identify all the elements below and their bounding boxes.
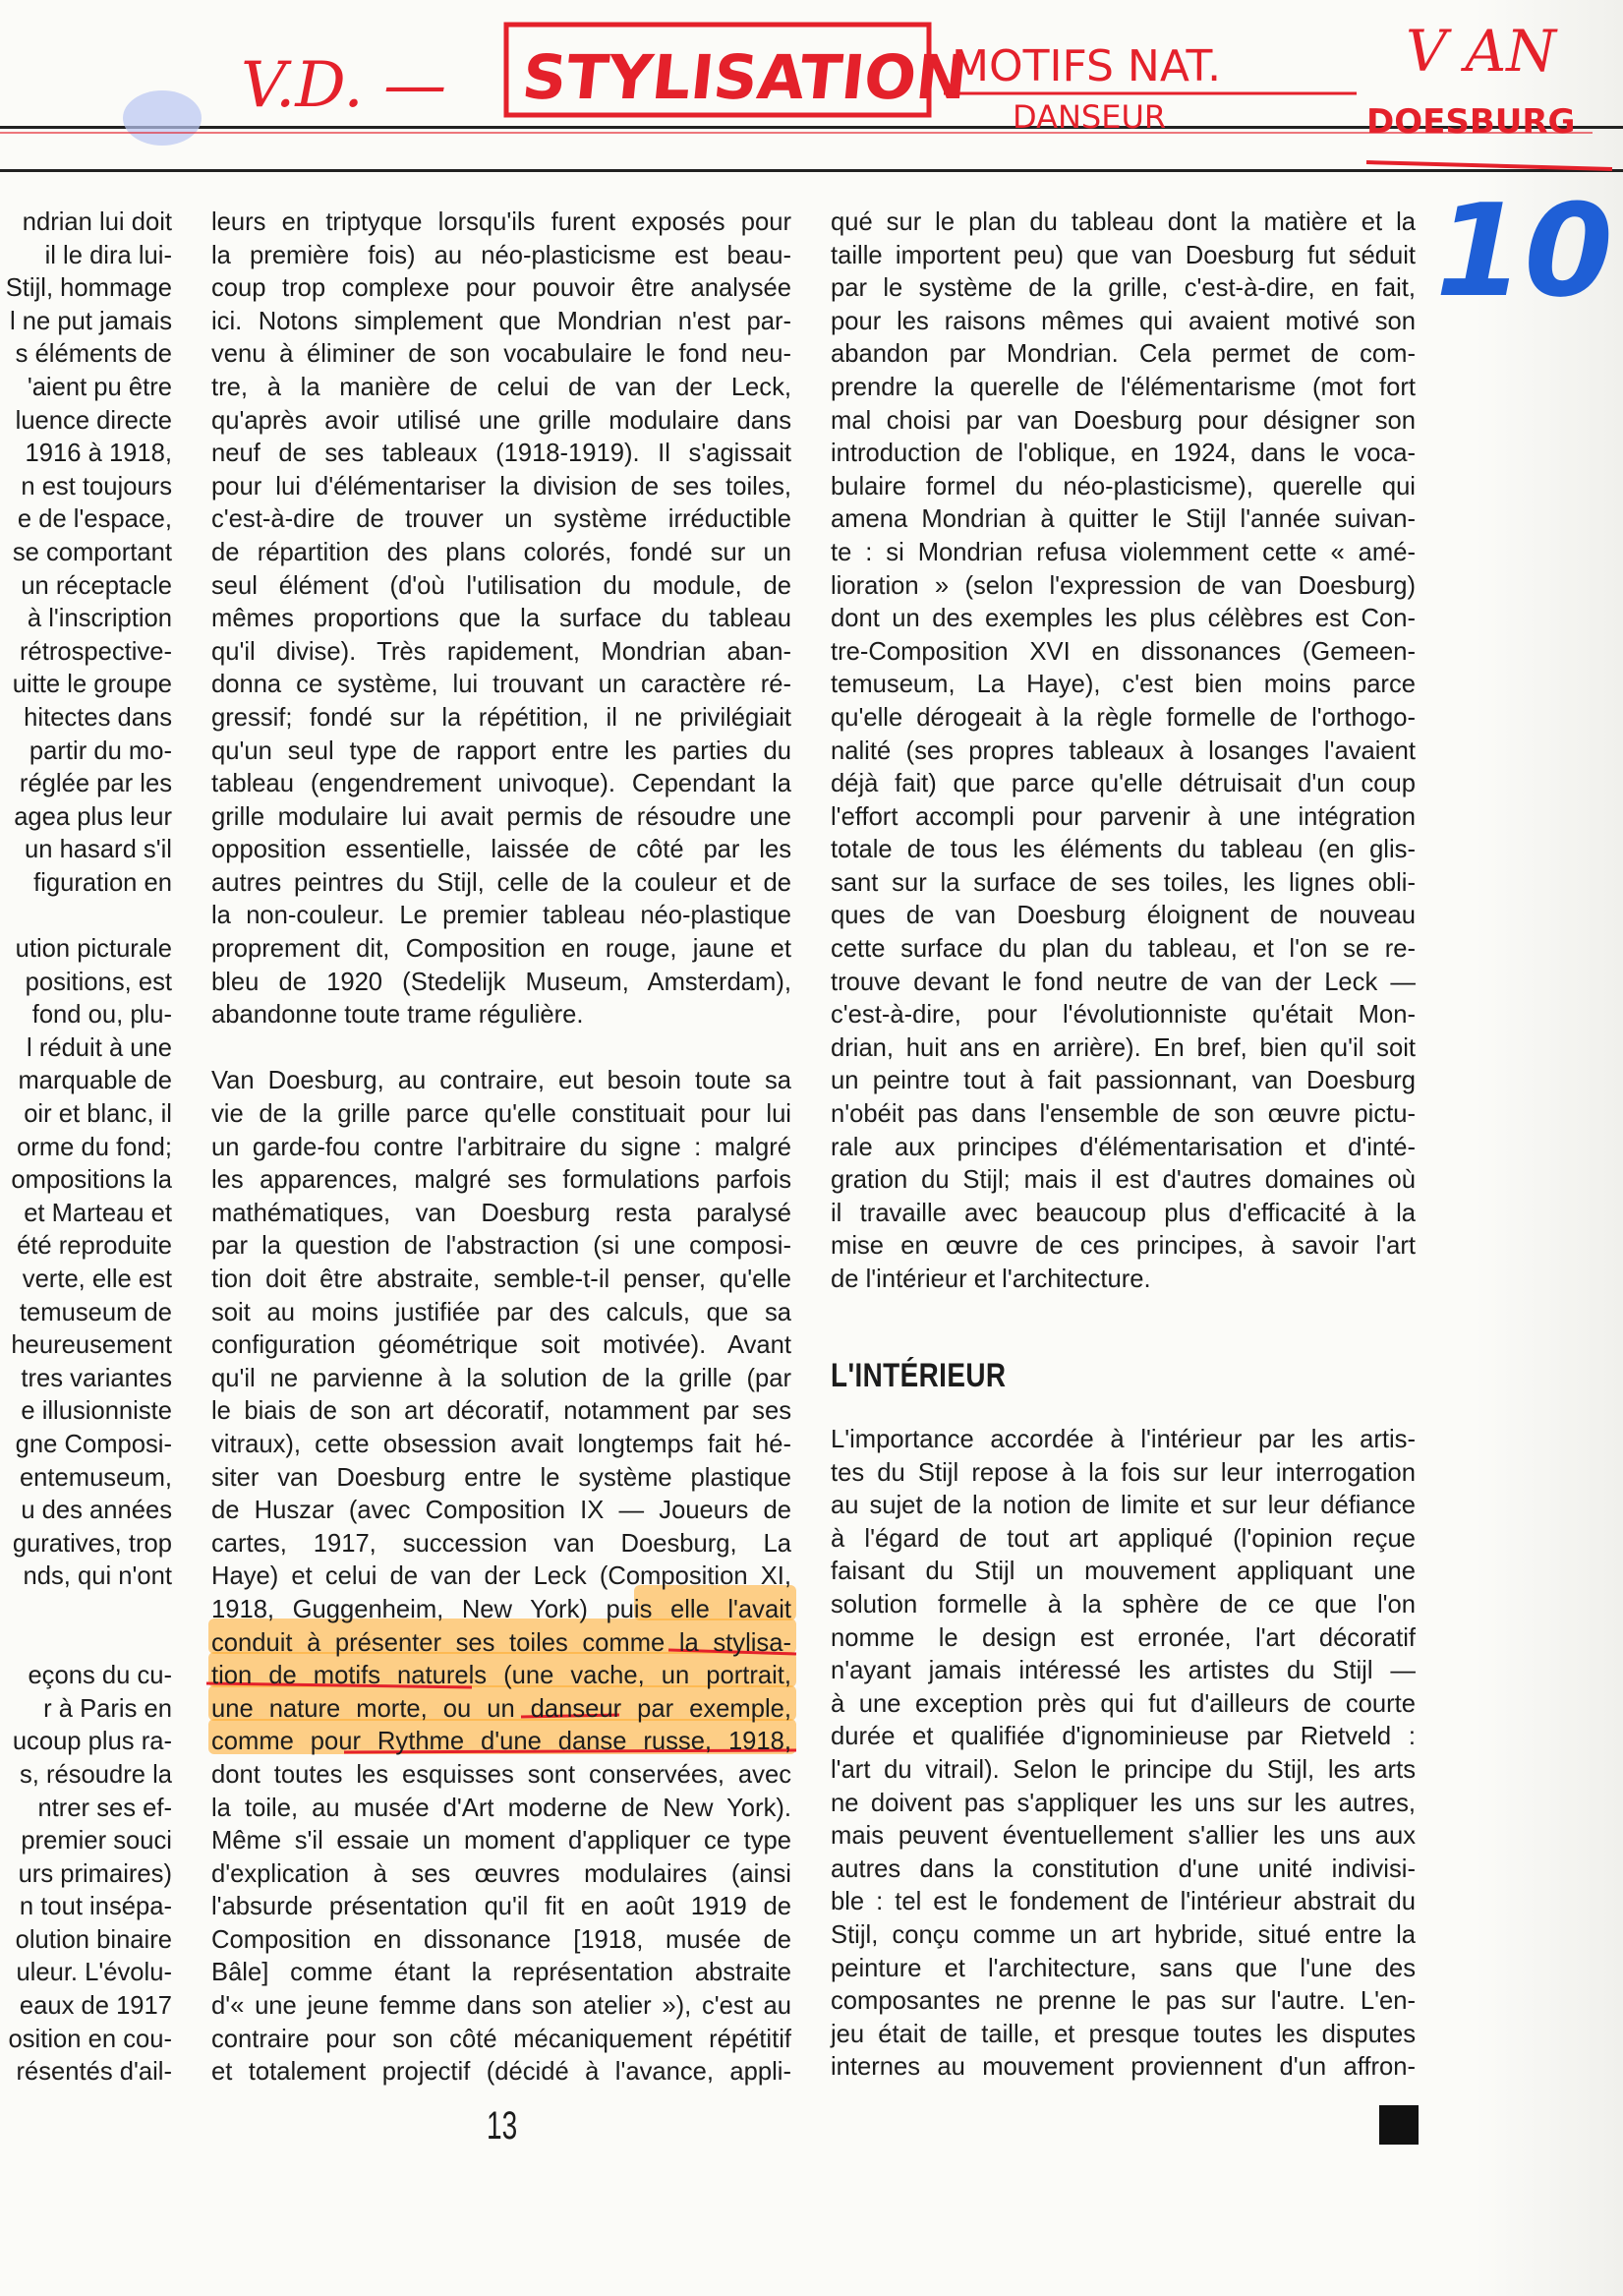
text-line: mais peuvent éventuellement s'allier les uns aux xyxy=(831,1822,1416,1851)
text-line: d'« une jeune femme dans son atelier »), c'est au xyxy=(211,1992,791,2021)
text-line: Composition en dissonance [1918, musée de xyxy=(211,1925,791,1954)
text-line: s, résoudre la xyxy=(19,1760,172,1789)
text-line: gration du Stijl; mais il est d'autres domaines où xyxy=(831,1166,1416,1195)
text-line: bleu de 1920 (Stedelijk Museum, Amsterdam), xyxy=(211,968,791,996)
text-line: pour les raisons mêmes qui avaient motivé son xyxy=(831,307,1416,335)
text-line: s éléments de xyxy=(15,340,172,369)
text-line: drian, huit ans en arrière). En bref, bien qu'il soit xyxy=(831,1033,1416,1062)
text-line: Haye) et celui de van der Leck (Composition XI, xyxy=(211,1562,791,1591)
text-line: n'ayant jamais intéressé les artistes du Stijl — xyxy=(831,1657,1416,1685)
text-line: l'art du vitrail). Selon le principe du Stijl, les arts xyxy=(831,1755,1416,1784)
text-line: les apparences, malgré ses formulations parfois xyxy=(211,1166,791,1195)
text-line: agea plus leur xyxy=(14,802,172,831)
text-line: et Marteau et xyxy=(24,1199,172,1227)
text-line: dont toutes les esquisses sont conservées, avec xyxy=(211,1760,791,1789)
text-line: leurs en triptyque lorsqu'ils furent exposés pour xyxy=(211,208,791,236)
paragraph-gap xyxy=(211,1032,791,1066)
text-line: abandon par Mondrian. Cela permet de com- xyxy=(831,340,1416,369)
text-line: hitectes dans xyxy=(24,703,172,732)
text-line: l'absurde présentation qu'il fit en août 1919 de xyxy=(211,1893,791,1921)
text-line: été reproduite xyxy=(17,1232,172,1261)
text-line: n est toujours xyxy=(21,472,172,500)
text-line: e de l'espace, xyxy=(17,505,172,534)
text-line: nomme le design est erronée, l'art décoratif xyxy=(831,1623,1416,1652)
text-line: Van Doesburg, au contraire, eut besoin toute sa xyxy=(211,1067,791,1095)
text-line: à l'inscription xyxy=(27,605,172,633)
text-line: et totalement projectif (décidé à l'avance, appli- xyxy=(211,2058,791,2087)
text-line: marquable de xyxy=(18,1067,172,1095)
text-line: e illusionniste xyxy=(21,1397,172,1426)
text-line: prendre la querelle de l'élémentarisme (mot fort xyxy=(831,373,1416,401)
text-line xyxy=(0,1627,172,1661)
text-line: proprement dit, Composition en rouge, jaune et xyxy=(211,935,791,964)
annot-danseur: DANSEUR xyxy=(1013,98,1167,136)
text-line: ques de van Doesburg éloignent de nouveau xyxy=(831,902,1416,930)
text-line: totale de tous les éléments du tableau (en glis- xyxy=(831,836,1416,864)
text-line: composantes ne prenne le pas sur l'autre. L'en- xyxy=(831,1987,1416,2016)
text-line: tion doit être abstraite, semble-t-il penser, qu'elle xyxy=(211,1266,791,1293)
text-line: 1916 à 1918, xyxy=(25,440,172,468)
text-line: tre-Composition XVI en dissonances (Gemeen- xyxy=(831,637,1416,666)
text-line: rétrospective- xyxy=(19,637,172,666)
text-line: l réduit à une xyxy=(27,1033,172,1062)
text-line: Bâle] comme étant la représentation abstraite xyxy=(211,1959,791,1987)
text-line: à l'égard de tout art appliqué (l'opinion reçue xyxy=(831,1524,1416,1553)
text-line: autres dans la constitution d'une unité indivisi- xyxy=(831,1854,1416,1883)
annot-motifs: MOTIFS NAT. xyxy=(952,41,1222,91)
text-line: résentés d'ail- xyxy=(16,2058,172,2087)
text-line: contraire pour son côté mécaniquement répétitif xyxy=(211,2025,791,2053)
right-column-section xyxy=(831,1424,1416,2085)
text-line: u des années xyxy=(21,1497,172,1525)
text-line: qu'il divise). Très rapidement, Mondrian aban- xyxy=(211,637,791,666)
text-line: guratives, trop xyxy=(12,1529,172,1558)
text-line: durée et qualifiée d'ignominieuse par Rietveld : xyxy=(831,1723,1416,1751)
text-line: abandonne toute trame régulière. xyxy=(211,1001,584,1030)
text-line: nds, qui n'ont xyxy=(23,1562,172,1591)
text-line: 'aient pu être xyxy=(27,373,172,401)
text-line: siter van Doesburg entre le système plastique xyxy=(211,1463,791,1492)
text-line: la première fois) au néo-plasticisme est beau- xyxy=(211,241,791,269)
handwritten-annotations xyxy=(0,0,1623,177)
text-line: coup trop complexe pour pouvoir être analysée xyxy=(211,274,791,303)
blue-smudge xyxy=(123,90,202,146)
text-line: il le dira lui- xyxy=(44,241,172,269)
text-line: positions, est xyxy=(25,968,172,996)
page-number: 13 xyxy=(487,2104,518,2148)
text-line: qu'après avoir utilisé une grille modulaire dans xyxy=(211,406,791,435)
text-line: ici. Notons simplement que Mondrian n'est par- xyxy=(211,307,791,335)
left-column xyxy=(0,206,172,2090)
right-column xyxy=(831,206,1416,1297)
text-line: bulaire formel du néo-plasticisme), querelle qui xyxy=(831,472,1416,500)
text-line: ble : tel est le fondement de l'intérieur abstrait du xyxy=(831,1888,1416,1916)
text-line: vitraux), cette obsession avait longtemps fait hé- xyxy=(211,1430,791,1458)
text-line: orme du fond; xyxy=(17,1133,172,1161)
annot-vd: V.D. — xyxy=(241,49,447,122)
text-line: un garde-fou contre l'arbitraire du signe : malgré xyxy=(211,1133,791,1161)
text-line: temuseum, La Haye), c'est bien moins parce xyxy=(831,671,1416,699)
text-line: qu'un seul type de rapport entre les parties du xyxy=(211,736,791,765)
text-line: réglée par les xyxy=(19,770,172,798)
text-line: ndrian lui doit xyxy=(22,208,172,236)
text-line: mathématiques, van Doesburg resta paralysé xyxy=(211,1199,791,1227)
text-line: de l'intérieur et l'architecture. xyxy=(831,1266,1151,1293)
text-line: rale aux principes d'élémentarisation et d'inté- xyxy=(831,1133,1416,1161)
text-line: de Huszar (avec Composition IX — Joueurs de xyxy=(211,1497,791,1525)
text-line: gressif; fondé sur la répétition, il ne privilégiait xyxy=(211,703,791,732)
text-line: urs primaires) xyxy=(18,1859,172,1888)
text-line: cette surface du plan du tableau, et l'on se re- xyxy=(831,935,1416,964)
text-line: uleur. L'évolu- xyxy=(16,1959,172,1987)
text-line: Stijl, conçu comme un art hybride, situé entre la xyxy=(831,1920,1416,1949)
text-line: introduction de l'oblique, en 1924, dans le voca- xyxy=(831,440,1416,468)
text-line: internes au mouvement proviennent d'un affron- xyxy=(831,2053,1416,2082)
text-line: c'est-à-dire de trouver un système irréductible xyxy=(211,505,791,534)
text-line: seul élément (d'où l'utilisation du module, de xyxy=(211,571,791,600)
text-line: peinture et l'architecture, sans que l'une des xyxy=(831,1954,1416,1982)
text-line: entemuseum, xyxy=(19,1463,172,1492)
text-line: premier souci xyxy=(21,1827,172,1855)
text-line: c'est-à-dire, pour l'évolutionniste qu'était Mon- xyxy=(831,1001,1416,1030)
text-line: déjà fait) que parce qu'elle détruisait d'un coup xyxy=(831,770,1416,798)
text-line: fond ou, plu- xyxy=(31,1001,172,1030)
text-line: 1918, Guggenheim, New York) puis elle l'avait xyxy=(211,1595,791,1623)
text-line: comme pour Rythme d'une danse russe, 1918, xyxy=(211,1728,791,1756)
text-line: la toile, au musée d'Art moderne de New York). xyxy=(211,1794,791,1822)
text-line: figuration en xyxy=(33,868,172,897)
page-edge-shadow xyxy=(1475,0,1623,2296)
text-line: Stijl, hommage xyxy=(5,274,172,303)
text-line: L'importance accordée à l'intérieur par les artis- xyxy=(831,1426,1416,1453)
text-line: cartes, 1917, succession van Doesburg, La xyxy=(211,1529,791,1558)
text-line: tion de motifs naturels (une vache, un portrait, xyxy=(211,1662,791,1690)
text-line: solution formelle à la sphère de ce que l'on xyxy=(831,1590,1416,1619)
text-line: mal choisi par van Doesburg pour désigner son xyxy=(831,406,1416,435)
text-line: trouve devant le fond neutre de van der Leck — xyxy=(831,968,1416,996)
text-line: qué sur le plan du tableau dont la matière et la xyxy=(831,208,1416,236)
annot-stylisation: STYLISATION xyxy=(518,41,971,113)
text-line: par le système de la grille, c'est-à-dire, en fait, xyxy=(831,274,1416,303)
text-line xyxy=(0,900,172,933)
text-line: autres peintres du Stijl, celle de la couleur et de xyxy=(211,868,791,897)
text-line: de répartition des plans colorés, fondé sur un xyxy=(211,538,791,566)
text-line xyxy=(0,1594,172,1627)
text-line: soit au moins justifiée par des calculs, que sa xyxy=(211,1298,791,1326)
text-line: olution binaire xyxy=(15,1925,172,1954)
text-line: luence directe xyxy=(15,406,172,435)
text-line: amena Mondrian à quitter le Stijl l'année suivan- xyxy=(831,505,1416,534)
middle-column xyxy=(211,206,791,2090)
text-line: le biais de son art décoratif, notamment par ses xyxy=(211,1397,791,1426)
text-line: la non-couleur. Le premier tableau néo-plastique xyxy=(211,902,791,930)
text-line: pour lui d'élémentariser la division de ses toiles, xyxy=(211,472,791,500)
text-line: ompositions la xyxy=(11,1166,172,1195)
text-line: sant sur la surface de ses toiles, les lignes obli- xyxy=(831,868,1416,897)
annot-van: V AN xyxy=(1406,18,1556,85)
text-line: oir et blanc, il xyxy=(24,1100,172,1129)
text-line: Même s'il essaie un moment d'appliquer ce type xyxy=(211,1827,791,1855)
text-line: un peintre tout à fait passionnant, van Doesburg xyxy=(831,1067,1416,1095)
text-line: tres variantes xyxy=(21,1364,172,1392)
text-line: mêmes proportions que la surface du tableau xyxy=(211,605,791,633)
text-line: donna ce système, lui trouvant un caractère ré- xyxy=(211,671,791,699)
text-line: tre, à la manière de celui de van der Leck, xyxy=(211,373,791,401)
text-line: faisant du Stijl un mouvement appliquant une xyxy=(831,1558,1416,1586)
text-line: verte, elle est xyxy=(22,1266,172,1293)
text-line: tes du Stijl repose à la fois sur leur interrogation xyxy=(831,1458,1416,1487)
blue-number-text: 10 xyxy=(1435,176,1613,325)
text-line: au sujet de la notion de limite et sur leur défiance xyxy=(831,1492,1416,1520)
text-line: qu'il ne parvienne à la solution de la grille (par xyxy=(211,1364,791,1392)
text-line: un réceptacle xyxy=(21,571,172,600)
text-line: par la question de l'abstraction (si une composi- xyxy=(211,1232,791,1261)
annot-blue-number xyxy=(1435,176,1613,325)
end-of-article-square xyxy=(1379,2105,1419,2145)
text-line: temuseum de xyxy=(19,1298,172,1326)
red-underline-right xyxy=(1366,162,1612,169)
text-line: ution picturale xyxy=(15,935,172,964)
text-line: nalité (ses propres tableaux à losanges l'avaient xyxy=(831,736,1416,765)
text-line: se comportant xyxy=(12,538,172,566)
text-line: neuf de ses tableaux (1918-1919). Il s'agissait xyxy=(211,440,791,468)
text-line: l ne put jamais xyxy=(9,307,172,335)
text-line: osition en cou- xyxy=(8,2025,172,2053)
text-line: tableau (engendrement univoque). Cependant la xyxy=(211,770,791,798)
text-line: te : si Mondrian refusa violemment cette « amé- xyxy=(831,538,1416,566)
text-line: n tout insépa- xyxy=(19,1893,172,1921)
text-line: il travaille avec beaucoup plus d'efficacité à la xyxy=(831,1199,1416,1227)
text-line: eaux de 1917 xyxy=(19,1992,172,2021)
text-line: ntrer ses ef- xyxy=(37,1794,172,1822)
text-line: à une exception près qui fut d'ailleurs de courte xyxy=(831,1689,1416,1718)
text-line: r à Paris en xyxy=(43,1694,172,1723)
text-line: un hasard s'il xyxy=(24,836,172,864)
annot-doesburg: DOESBURG xyxy=(1366,102,1576,142)
text-line: eçons du cu- xyxy=(28,1662,172,1690)
section-heading: L'INTÉRIEUR xyxy=(831,1357,1007,1394)
text-line: conduit à présenter ses toiles comme la stylisa- xyxy=(211,1628,791,1657)
text-line: venu à éliminer de son vocabulaire le fond neu- xyxy=(211,340,791,369)
text-line: partir du mo- xyxy=(29,736,172,765)
text-line: vie de la grille parce qu'elle constituait pour lui xyxy=(211,1100,791,1129)
text-line: heureusement xyxy=(11,1331,172,1360)
text-line: gne Composi- xyxy=(15,1430,172,1458)
text-line: dont un des exemples les plus célèbres est Con- xyxy=(831,605,1416,633)
text-line: l'effort accompli pour parvenir à une intégration xyxy=(831,802,1416,831)
text-line: lioration » (selon l'expression de van Doesburg) xyxy=(831,571,1416,600)
text-line: une nature morte, ou un danseur par exemple, xyxy=(211,1694,791,1723)
text-line: mise en œuvre de ces principes, à savoir l'art xyxy=(831,1232,1416,1261)
text-line: ucoup plus ra- xyxy=(12,1728,172,1756)
text-line: configuration géométrique soit motivée). Avant xyxy=(211,1331,791,1360)
text-line: jeu était de taille, et presque toutes les disputes xyxy=(831,2020,1416,2048)
text-line: uitte le groupe xyxy=(12,671,172,699)
text-line: ne doivent pas s'appliquer les uns sur les autres, xyxy=(831,1789,1416,1817)
text-line: taille importent peu) que van Doesburg fut séduit xyxy=(831,241,1416,269)
text-line: opposition essentielle, laissée de côté par les xyxy=(211,836,791,864)
text-line: d'explication à ses œuvres modulaires (ainsi xyxy=(211,1859,791,1888)
text-line: grille modulaire lui avait permis de résoudre une xyxy=(211,802,791,831)
text-line: n'obéit pas dans l'ensemble de son œuvre pictu- xyxy=(831,1100,1416,1129)
text-line: qu'elle dérogeait à la règle formelle de l'orthogo- xyxy=(831,703,1416,732)
